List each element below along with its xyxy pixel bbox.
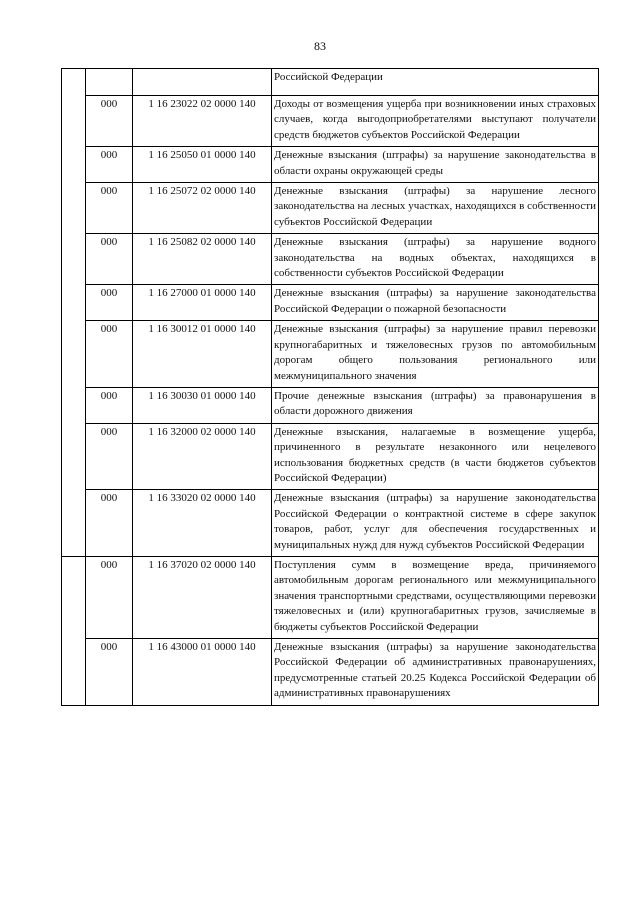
table-row [62,69,599,96]
table-row [62,423,599,490]
admin-code-cell: 000 [86,147,133,183]
admin-code-cell: 000 [86,321,133,388]
budget-code-cell: 1 16 30030 01 0000 140 [133,387,272,423]
budget-code-cell: 1 16 25050 01 0000 140 [133,147,272,183]
income-name-cell: Денежные взыскания (штрафы) за нарушение водного законодательства на водных объектах, находящихся в собственности субъектов Российской Федерации [272,234,599,285]
income-name-cell: Денежные взыскания (штрафы) за нарушение правил перевозки крупногабаритных и тяжеловесных грузов по автомобильным дорогам общего пользования регионального или межмуниципального значения [272,321,599,388]
income-name-cell: Прочие денежные взыскания (штрафы) за правонарушения в области дорожного движения [272,387,599,423]
income-name-cell: Денежные взыскания (штрафы) за нарушение законодательства в области охраны окружающей среды [272,147,599,183]
table-row [62,234,599,285]
budget-code-cell: 1 16 27000 01 0000 140 [133,285,272,321]
table-row [62,285,599,321]
admin-code-cell: 000 [86,285,133,321]
admin-code-cell: 000 [86,639,133,706]
budget-code-cell [133,69,272,96]
income-name-cell: Денежные взыскания (штрафы) за нарушение законодательства Российской Федерации об административных правонарушениях, предусмотренные статьей 20.25 Кодекса Российской Федерации об административных правонарушениях [272,639,599,706]
budget-code-cell: 1 16 32000 02 0000 140 [133,423,272,490]
table-row [62,96,599,147]
budget-code-cell: 1 16 23022 02 0000 140 [133,96,272,147]
table-row [62,321,599,388]
empty-margin-cell [62,556,86,705]
income-name-cell: Доходы от возмещения ущерба при возникновении иных страховых случаев, когда выгодоприобретателями выступают получатели средств бюджетов субъектов Российской Федерации [272,96,599,147]
income-name-cell: Денежные взыскания (штрафы) за нарушение законодательства Российской Федерации о пожарной безопасности [272,285,599,321]
empty-margin-cell [62,69,86,557]
budget-classification-table [61,68,599,706]
admin-code-cell [86,69,133,96]
admin-code-cell: 000 [86,387,133,423]
admin-code-cell: 000 [86,423,133,490]
table-row [62,639,599,706]
table-row [62,490,599,557]
table-row [62,183,599,234]
income-name-cell: Поступления сумм в возмещение вреда, причиняемого автомобильным дорогам регионального или межмуниципального значения транспортными средствами, осуществляющими перевозки тяжеловесных и (или) крупногабаритных грузов, зачисляемые в бюджеты субъектов Российской Федерации [272,556,599,638]
budget-code-cell: 1 16 43000 01 0000 140 [133,639,272,706]
budget-code-cell: 1 16 33020 02 0000 140 [133,490,272,557]
table-row [62,556,599,638]
admin-code-cell: 000 [86,556,133,638]
budget-code-cell: 1 16 25082 02 0000 140 [133,234,272,285]
admin-code-cell: 000 [86,96,133,147]
budget-code-cell: 1 16 37020 02 0000 140 [133,556,272,638]
income-name-cell: Денежные взыскания, налагаемые в возмещение ущерба, причиненного в результате незаконного или нецелевого использования бюджетных средств (в части бюджетов субъектов Российской Федерации) [272,423,599,490]
income-name-cell: Российской Федерации [272,69,599,96]
income-name-cell: Денежные взыскания (штрафы) за нарушение лесного законодательства на лесных участках, находящихся в собственности субъектов Российской Федерации [272,183,599,234]
budget-code-cell: 1 16 25072 02 0000 140 [133,183,272,234]
income-name-cell: Денежные взыскания (штрафы) за нарушение законодательства Российской Федерации о контрактной системе в сфере закупок товаров, работ, услуг для обеспечения государственных и муниципальных нужд для нужд субъектов Российской Федерации [272,490,599,557]
admin-code-cell: 000 [86,490,133,557]
admin-code-cell: 000 [86,183,133,234]
budget-code-cell: 1 16 30012 01 0000 140 [133,321,272,388]
admin-code-cell: 000 [86,234,133,285]
page-number: 83 [314,39,326,53]
table-row [62,387,599,423]
table-row [62,147,599,183]
